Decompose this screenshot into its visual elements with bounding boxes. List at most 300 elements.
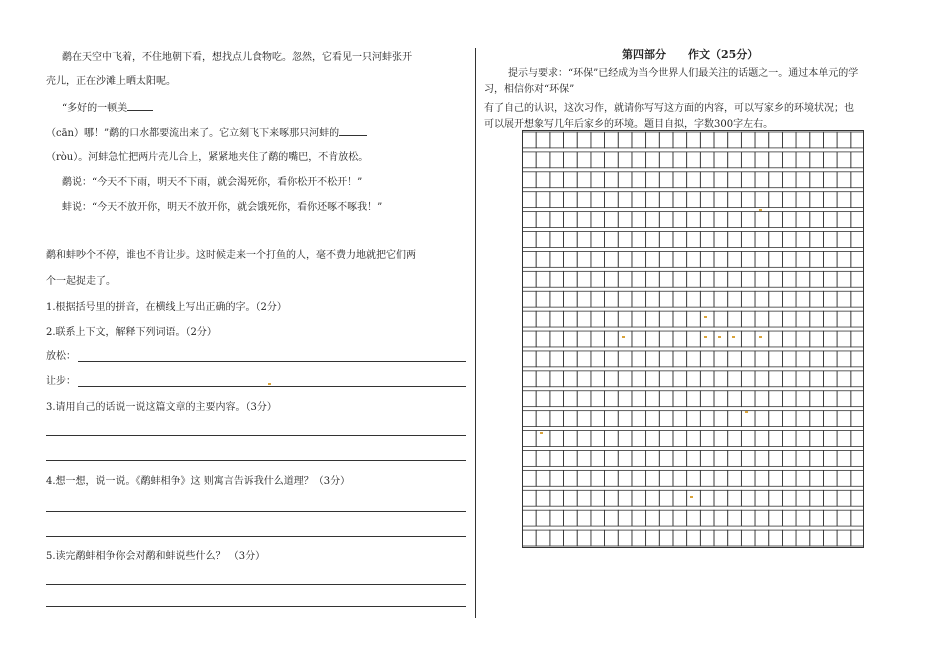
grid-cell[interactable]: [823, 510, 837, 526]
grid-cell[interactable]: [714, 331, 728, 347]
grid-cell[interactable]: [741, 510, 755, 526]
grid-cell[interactable]: [536, 431, 550, 447]
grid-cell[interactable]: [700, 271, 714, 287]
grid-cell[interactable]: [577, 530, 591, 546]
grid-cell[interactable]: [782, 530, 796, 546]
grid-cell[interactable]: [605, 351, 619, 367]
grid-cell[interactable]: [523, 291, 537, 307]
grid-cell[interactable]: [550, 291, 564, 307]
grid-cell[interactable]: [591, 132, 605, 148]
grid-cell[interactable]: [550, 212, 564, 228]
grid-cell[interactable]: [741, 172, 755, 188]
grid-cell[interactable]: [728, 530, 742, 546]
grid-cell[interactable]: [523, 351, 537, 367]
grid-cell[interactable]: [687, 450, 701, 466]
grid-cell[interactable]: [714, 251, 728, 267]
grid-cell[interactable]: [837, 232, 851, 248]
grid-cell[interactable]: [659, 172, 673, 188]
grid-cell[interactable]: [810, 152, 824, 168]
grid-cell[interactable]: [851, 192, 864, 208]
grid-cell[interactable]: [605, 271, 619, 287]
grid-cell[interactable]: [851, 391, 864, 407]
grid-cell[interactable]: [728, 431, 742, 447]
grid-cell[interactable]: [741, 212, 755, 228]
grid-cell[interactable]: [659, 251, 673, 267]
grid-cell[interactable]: [823, 371, 837, 387]
grid-cell[interactable]: [591, 431, 605, 447]
grid-cell[interactable]: [782, 490, 796, 506]
grid-cell[interactable]: [851, 271, 864, 287]
grid-cell[interactable]: [837, 450, 851, 466]
grid-cell[interactable]: [851, 351, 864, 367]
grid-cell[interactable]: [536, 291, 550, 307]
grid-cell[interactable]: [810, 172, 824, 188]
grid-cell[interactable]: [837, 152, 851, 168]
grid-cell[interactable]: [659, 152, 673, 168]
grid-cell[interactable]: [523, 530, 537, 546]
grid-cell[interactable]: [659, 490, 673, 506]
grid-cell[interactable]: [632, 490, 646, 506]
grid-cell[interactable]: [769, 431, 783, 447]
grid-cell[interactable]: [687, 431, 701, 447]
grid-cell[interactable]: [728, 331, 742, 347]
grid-cell[interactable]: [659, 391, 673, 407]
grid-cell[interactable]: [605, 251, 619, 267]
grid-cell[interactable]: [728, 132, 742, 148]
grid-cell[interactable]: [700, 291, 714, 307]
grid-cell[interactable]: [796, 172, 810, 188]
grid-cell[interactable]: [741, 530, 755, 546]
grid-cell[interactable]: [823, 351, 837, 367]
grid-cell[interactable]: [591, 490, 605, 506]
grid-cell[interactable]: [646, 251, 660, 267]
grid-cell[interactable]: [755, 351, 769, 367]
grid-cell[interactable]: [605, 391, 619, 407]
grid-cell[interactable]: [577, 490, 591, 506]
grid-cell[interactable]: [714, 391, 728, 407]
grid-cell[interactable]: [823, 192, 837, 208]
grid-cell[interactable]: [796, 291, 810, 307]
fill-blank-can[interactable]: [127, 100, 153, 111]
grid-cell[interactable]: [741, 391, 755, 407]
grid-cell[interactable]: [564, 371, 578, 387]
grid-cell[interactable]: [591, 331, 605, 347]
grid-cell[interactable]: [577, 271, 591, 287]
grid-cell[interactable]: [550, 132, 564, 148]
grid-cell[interactable]: [536, 311, 550, 327]
grid-cell[interactable]: [550, 232, 564, 248]
grid-cell[interactable]: [687, 291, 701, 307]
grid-cell[interactable]: [550, 311, 564, 327]
grid-cell[interactable]: [823, 411, 837, 427]
grid-cell[interactable]: [755, 530, 769, 546]
grid-cell[interactable]: [851, 510, 864, 526]
grid-cell[interactable]: [564, 291, 578, 307]
grid-cell[interactable]: [810, 331, 824, 347]
grid-cell[interactable]: [591, 450, 605, 466]
grid-cell[interactable]: [591, 251, 605, 267]
grid-cell[interactable]: [673, 192, 687, 208]
grid-cell[interactable]: [577, 351, 591, 367]
grid-cell[interactable]: [728, 251, 742, 267]
grid-cell[interactable]: [577, 411, 591, 427]
grid-cell[interactable]: [591, 391, 605, 407]
grid-cell[interactable]: [714, 271, 728, 287]
grid-cell[interactable]: [536, 232, 550, 248]
grid-cell[interactable]: [673, 391, 687, 407]
grid-cell[interactable]: [646, 510, 660, 526]
grid-cell[interactable]: [837, 371, 851, 387]
grid-cell[interactable]: [700, 371, 714, 387]
grid-cell[interactable]: [755, 431, 769, 447]
grid-cell[interactable]: [536, 152, 550, 168]
grid-cell[interactable]: [728, 212, 742, 228]
grid-cell[interactable]: [646, 351, 660, 367]
grid-cell[interactable]: [618, 251, 632, 267]
grid-cell[interactable]: [728, 450, 742, 466]
grid-cell[interactable]: [823, 391, 837, 407]
grid-cell[interactable]: [741, 192, 755, 208]
grid-cell[interactable]: [687, 470, 701, 486]
grid-cell[interactable]: [823, 172, 837, 188]
grid-cell[interactable]: [687, 530, 701, 546]
answer-line-q3-2[interactable]: [46, 460, 466, 461]
grid-cell[interactable]: [564, 132, 578, 148]
grid-cell[interactable]: [782, 152, 796, 168]
grid-cell[interactable]: [673, 152, 687, 168]
grid-cell[interactable]: [618, 291, 632, 307]
grid-cell[interactable]: [659, 411, 673, 427]
grid-cell[interactable]: [591, 530, 605, 546]
grid-cell[interactable]: [741, 271, 755, 287]
grid-cell[interactable]: [769, 411, 783, 427]
grid-cell[interactable]: [687, 192, 701, 208]
grid-cell[interactable]: [810, 431, 824, 447]
grid-cell[interactable]: [550, 411, 564, 427]
grid-cell[interactable]: [755, 192, 769, 208]
grid-cell[interactable]: [550, 470, 564, 486]
grid-cell[interactable]: [755, 271, 769, 287]
grid-cell[interactable]: [564, 450, 578, 466]
grid-cell[interactable]: [837, 291, 851, 307]
grid-cell[interactable]: [700, 172, 714, 188]
grid-cell[interactable]: [769, 470, 783, 486]
grid-cell[interactable]: [714, 431, 728, 447]
grid-cell[interactable]: [769, 251, 783, 267]
grid-cell[interactable]: [659, 311, 673, 327]
grid-cell[interactable]: [632, 212, 646, 228]
grid-cell[interactable]: [523, 232, 537, 248]
grid-cell[interactable]: [632, 351, 646, 367]
grid-cell[interactable]: [632, 291, 646, 307]
grid-cell[interactable]: [632, 530, 646, 546]
grid-cell[interactable]: [810, 470, 824, 486]
grid-cell[interactable]: [823, 291, 837, 307]
grid-cell[interactable]: [577, 431, 591, 447]
grid-cell[interactable]: [687, 251, 701, 267]
grid-cell[interactable]: [796, 251, 810, 267]
grid-cell[interactable]: [536, 271, 550, 287]
grid-cell[interactable]: [837, 490, 851, 506]
grid-cell[interactable]: [577, 371, 591, 387]
grid-cell[interactable]: [810, 232, 824, 248]
grid-cell[interactable]: [728, 192, 742, 208]
answer-line-q4-1[interactable]: [46, 511, 466, 512]
grid-cell[interactable]: [577, 510, 591, 526]
grid-cell[interactable]: [728, 311, 742, 327]
grid-cell[interactable]: [782, 212, 796, 228]
fill-blank-rou[interactable]: [339, 125, 367, 136]
grid-cell[interactable]: [796, 152, 810, 168]
grid-cell[interactable]: [687, 371, 701, 387]
grid-cell[interactable]: [536, 371, 550, 387]
grid-cell[interactable]: [851, 450, 864, 466]
grid-cell[interactable]: [769, 331, 783, 347]
grid-cell[interactable]: [755, 510, 769, 526]
grid-cell[interactable]: [646, 212, 660, 228]
grid-cell[interactable]: [741, 152, 755, 168]
grid-cell[interactable]: [605, 490, 619, 506]
grid-cell[interactable]: [796, 391, 810, 407]
grid-cell[interactable]: [646, 232, 660, 248]
grid-cell[interactable]: [741, 232, 755, 248]
grid-cell[interactable]: [796, 371, 810, 387]
grid-cell[interactable]: [714, 192, 728, 208]
grid-cell[interactable]: [618, 510, 632, 526]
grid-cell[interactable]: [755, 371, 769, 387]
grid-cell[interactable]: [564, 311, 578, 327]
grid-cell[interactable]: [714, 411, 728, 427]
grid-cell[interactable]: [700, 431, 714, 447]
grid-cell[interactable]: [605, 331, 619, 347]
grid-cell[interactable]: [618, 311, 632, 327]
grid-cell[interactable]: [618, 172, 632, 188]
grid-cell[interactable]: [536, 411, 550, 427]
grid-cell[interactable]: [591, 152, 605, 168]
grid-cell[interactable]: [523, 510, 537, 526]
grid-cell[interactable]: [810, 411, 824, 427]
grid-cell[interactable]: [687, 351, 701, 367]
grid-cell[interactable]: [837, 470, 851, 486]
grid-cell[interactable]: [687, 271, 701, 287]
grid-cell[interactable]: [741, 351, 755, 367]
grid-cell[interactable]: [632, 311, 646, 327]
grid-cell[interactable]: [700, 232, 714, 248]
grid-cell[interactable]: [632, 510, 646, 526]
grid-cell[interactable]: [687, 311, 701, 327]
grid-cell[interactable]: [796, 132, 810, 148]
grid-cell[interactable]: [714, 510, 728, 526]
grid-cell[interactable]: [851, 490, 864, 506]
grid-cell[interactable]: [564, 530, 578, 546]
grid-cell[interactable]: [591, 470, 605, 486]
answer-line-q5-1[interactable]: [46, 584, 466, 585]
grid-cell[interactable]: [550, 530, 564, 546]
grid-cell[interactable]: [523, 132, 537, 148]
grid-cell[interactable]: [673, 371, 687, 387]
grid-cell[interactable]: [523, 251, 537, 267]
grid-cell[interactable]: [523, 192, 537, 208]
grid-cell[interactable]: [577, 450, 591, 466]
grid-cell[interactable]: [837, 530, 851, 546]
grid-cell[interactable]: [632, 152, 646, 168]
grid-cell[interactable]: [782, 470, 796, 486]
grid-cell[interactable]: [673, 351, 687, 367]
grid-cell[interactable]: [796, 311, 810, 327]
grid-cell[interactable]: [591, 232, 605, 248]
grid-cell[interactable]: [741, 450, 755, 466]
grid-cell[interactable]: [823, 490, 837, 506]
grid-cell[interactable]: [769, 371, 783, 387]
grid-cell[interactable]: [673, 212, 687, 228]
grid-cell[interactable]: [673, 470, 687, 486]
grid-cell[interactable]: [769, 311, 783, 327]
grid-cell[interactable]: [796, 431, 810, 447]
answer-line-fangsong[interactable]: [78, 361, 466, 362]
grid-cell[interactable]: [837, 331, 851, 347]
grid-cell[interactable]: [714, 212, 728, 228]
grid-cell[interactable]: [618, 470, 632, 486]
grid-cell[interactable]: [769, 271, 783, 287]
grid-cell[interactable]: [673, 431, 687, 447]
grid-cell[interactable]: [577, 132, 591, 148]
grid-cell[interactable]: [564, 271, 578, 287]
grid-cell[interactable]: [823, 212, 837, 228]
grid-cell[interactable]: [755, 232, 769, 248]
grid-cell[interactable]: [632, 470, 646, 486]
grid-cell[interactable]: [659, 232, 673, 248]
grid-cell[interactable]: [810, 510, 824, 526]
grid-cell[interactable]: [536, 192, 550, 208]
grid-cell[interactable]: [837, 411, 851, 427]
grid-cell[interactable]: [550, 371, 564, 387]
grid-cell[interactable]: [755, 391, 769, 407]
grid-cell[interactable]: [728, 152, 742, 168]
grid-cell[interactable]: [851, 251, 864, 267]
grid-cell[interactable]: [782, 311, 796, 327]
grid-cell[interactable]: [605, 132, 619, 148]
grid-cell[interactable]: [700, 251, 714, 267]
grid-cell[interactable]: [564, 510, 578, 526]
grid-cell[interactable]: [728, 490, 742, 506]
grid-cell[interactable]: [755, 490, 769, 506]
grid-cell[interactable]: [741, 132, 755, 148]
grid-cell[interactable]: [523, 371, 537, 387]
grid-cell[interactable]: [769, 490, 783, 506]
grid-cell[interactable]: [796, 450, 810, 466]
grid-cell[interactable]: [646, 411, 660, 427]
grid-cell[interactable]: [632, 450, 646, 466]
grid-cell[interactable]: [673, 450, 687, 466]
grid-cell[interactable]: [632, 172, 646, 188]
grid-cell[interactable]: [700, 132, 714, 148]
grid-cell[interactable]: [577, 212, 591, 228]
grid-cell[interactable]: [851, 152, 864, 168]
grid-cell[interactable]: [796, 192, 810, 208]
grid-cell[interactable]: [714, 132, 728, 148]
grid-cell[interactable]: [673, 172, 687, 188]
grid-cell[interactable]: [564, 470, 578, 486]
grid-cell[interactable]: [618, 450, 632, 466]
grid-cell[interactable]: [741, 411, 755, 427]
grid-cell[interactable]: [550, 431, 564, 447]
grid-cell[interactable]: [605, 470, 619, 486]
grid-cell[interactable]: [810, 450, 824, 466]
grid-cell[interactable]: [564, 192, 578, 208]
grid-cell[interactable]: [591, 411, 605, 427]
grid-cell[interactable]: [687, 212, 701, 228]
grid-cell[interactable]: [700, 192, 714, 208]
grid-cell[interactable]: [851, 470, 864, 486]
grid-cell[interactable]: [618, 212, 632, 228]
grid-cell[interactable]: [632, 271, 646, 287]
grid-cell[interactable]: [837, 271, 851, 287]
grid-cell[interactable]: [714, 232, 728, 248]
grid-cell[interactable]: [687, 232, 701, 248]
grid-cell[interactable]: [632, 132, 646, 148]
grid-cell[interactable]: [673, 271, 687, 287]
grid-cell[interactable]: [851, 232, 864, 248]
grid-cell[interactable]: [550, 172, 564, 188]
grid-cell[interactable]: [564, 431, 578, 447]
grid-cell[interactable]: [755, 331, 769, 347]
grid-cell[interactable]: [536, 490, 550, 506]
grid-cell[interactable]: [810, 351, 824, 367]
grid-cell[interactable]: [577, 152, 591, 168]
grid-cell[interactable]: [823, 232, 837, 248]
grid-cell[interactable]: [823, 331, 837, 347]
grid-cell[interactable]: [714, 470, 728, 486]
grid-cell[interactable]: [632, 251, 646, 267]
grid-cell[interactable]: [687, 490, 701, 506]
grid-cell[interactable]: [564, 152, 578, 168]
grid-cell[interactable]: [605, 232, 619, 248]
grid-cell[interactable]: [687, 411, 701, 427]
grid-cell[interactable]: [851, 132, 864, 148]
grid-cell[interactable]: [659, 510, 673, 526]
grid-cell[interactable]: [796, 411, 810, 427]
grid-cell[interactable]: [618, 132, 632, 148]
grid-cell[interactable]: [851, 331, 864, 347]
grid-cell[interactable]: [605, 450, 619, 466]
grid-cell[interactable]: [591, 192, 605, 208]
grid-cell[interactable]: [741, 490, 755, 506]
grid-cell[interactable]: [659, 132, 673, 148]
grid-cell[interactable]: [700, 450, 714, 466]
grid-cell[interactable]: [741, 291, 755, 307]
grid-cell[interactable]: [564, 232, 578, 248]
grid-cell[interactable]: [755, 470, 769, 486]
grid-cell[interactable]: [837, 172, 851, 188]
grid-cell[interactable]: [591, 371, 605, 387]
grid-cell[interactable]: [564, 391, 578, 407]
grid-cell[interactable]: [714, 172, 728, 188]
grid-cell[interactable]: [741, 311, 755, 327]
grid-cell[interactable]: [523, 152, 537, 168]
grid-cell[interactable]: [605, 530, 619, 546]
grid-cell[interactable]: [755, 251, 769, 267]
grid-cell[interactable]: [851, 431, 864, 447]
grid-cell[interactable]: [700, 152, 714, 168]
grid-cell[interactable]: [782, 331, 796, 347]
grid-cell[interactable]: [577, 251, 591, 267]
grid-cell[interactable]: [782, 431, 796, 447]
grid-cell[interactable]: [687, 172, 701, 188]
grid-cell[interactable]: [536, 351, 550, 367]
grid-cell[interactable]: [769, 291, 783, 307]
grid-cell[interactable]: [564, 251, 578, 267]
grid-cell[interactable]: [700, 212, 714, 228]
